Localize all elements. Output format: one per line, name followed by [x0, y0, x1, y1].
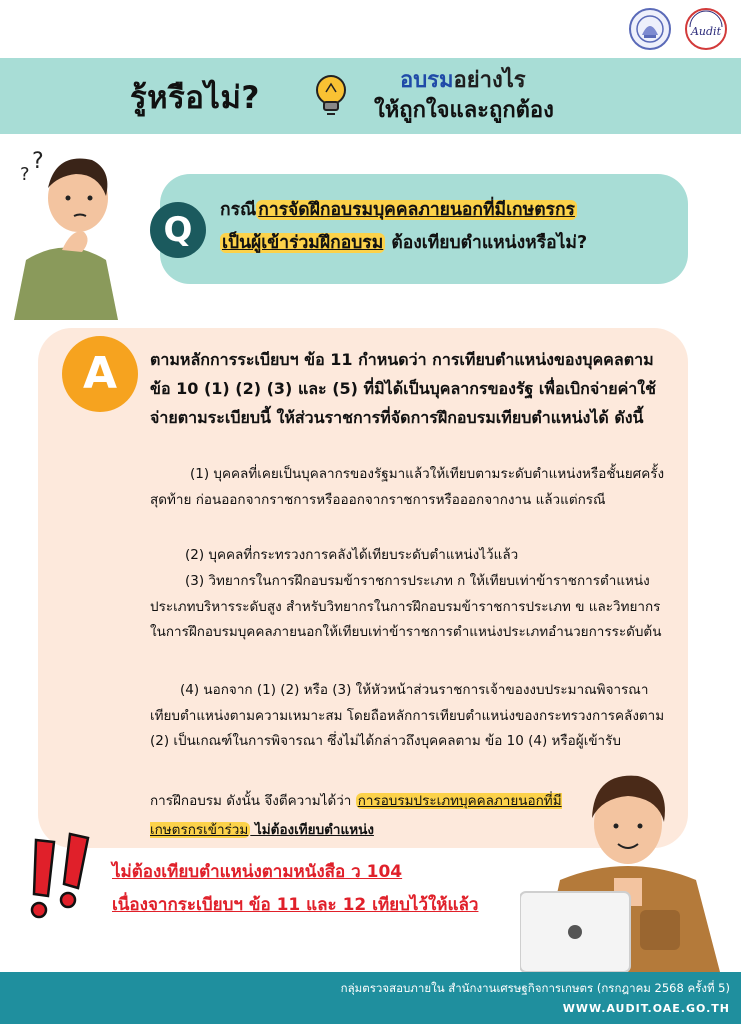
question-text — [220, 194, 675, 260]
question-suffix: ต้องเทียบตำแหน่งหรือไม่? — [385, 233, 588, 253]
audit-logo-text: Audit — [690, 25, 722, 38]
answer-item-4: (4) นอกจาก (1) (2) หรือ (3) ให้หัวหน้าส่วนราชการเจ้าของงบประมาณพิจารณาเทียบตำแหน่งตามความเหมาะสม โดยถือหลักการเทียบตำแหน่งของกระทรวงการคลังตาม (2) เป็นเกณฑ์ในการพิจารณา ซึ่งไม่ได้กล่าวถึงบุคคลตาม ข้อ 10 (4) หรือผู้เข้ารับ — [150, 682, 665, 749]
thinking-person-illustration — [6, 140, 136, 320]
note-line-2: เนื่องจากระเบียบฯ ข้อ 11 และ 12 เทียบไว้ให้แล้ว — [112, 895, 479, 915]
conclusion-prefix: การฝึกอบรม ดังนั้น จึงตีความได้ว่า — [150, 793, 356, 809]
conclusion-bold: ไม่ต้องเทียบตำแหน่ง — [250, 822, 374, 838]
question-badge-icon: Q — [150, 202, 206, 258]
answer-item-1: (1) บุคคลที่เคยเป็นบุคลากรของรัฐมาแล้วให้เทียบตามระดับตำแหน่งหรือชั้นยศครั้งสุดท้าย ก่อนออกจากราชการหรือออกจากราชการหรือออกจากงาน แล้วแต่กรณี — [150, 466, 665, 508]
note-line-1: ไม่ต้องเทียบตำแหน่งตามหนังสือ ว 104 — [112, 862, 403, 882]
svg-text:?: ? — [32, 149, 44, 174]
page-title: รู้หรือไม่? — [130, 80, 260, 116]
svg-text:?: ? — [20, 164, 30, 185]
seal-logo — [628, 5, 672, 53]
conclusion-highlight: การอบรมประเภทบุคคลภายนอกที่มีเกษตรกรเข้าร่วม — [150, 793, 562, 838]
lightbulb-icon — [312, 72, 350, 118]
answer-item-2: (2) บุคคลที่กระทรวงการคลังได้เทียบระดับตำแหน่งไว้แล้ว — [185, 547, 519, 563]
question-highlight-1: การจัดฝึกอบรมบุคคลภายนอกที่มีเกษตรกร — [258, 200, 575, 220]
answer-badge-icon: A — [62, 336, 138, 412]
footer-organization: กลุ่มตรวจสอบภายใน สำนักงานเศรษฐกิจการเกษตร (กรกฎาคม 2568 ครั้งที่ 5) — [340, 981, 730, 995]
alert-exclamation-icon — [14, 830, 104, 926]
answer-item-3: (3) วิทยากรในการฝึกอบรมข้าราชการประเภท ก ให้เทียบเท่าข้าราชการตำแหน่งประเภทบริหารระดับสูง สำหรับวิทยากรในการฝึกอบรมข้าราชการประเภท ข และวิทยากรในการฝึกอบรมบุคคลภายนอกให้เทียบเท่าข้าราชการตำแหน่งประเภทอำนวยการระดับต้น — [150, 573, 662, 640]
question-highlight-2: เป็นผู้เข้าร่วมฝึกอบรม — [222, 233, 384, 253]
red-note — [112, 856, 532, 922]
subtitle-highlight: อบรม — [400, 68, 454, 93]
answer-conclusion — [150, 787, 580, 845]
audit-logo — [684, 5, 728, 53]
officer-laptop-illustration — [520, 760, 735, 972]
question-prefix: กรณี — [220, 200, 257, 220]
header-banner — [0, 58, 741, 134]
subtitle-line-2: ให้ถูกใจและถูกต้อง — [374, 98, 554, 123]
footer-url: WWW.AUDIT.OAE.GO.TH — [562, 1002, 730, 1015]
subtitle-rest: อย่างไร — [453, 68, 526, 93]
answer-lead: ตามหลักการระเบียบฯ ข้อ 11 กำหนดว่า การเทียบตำแหน่งของบุคคลตามข้อ 10 (1) (2) (3) และ (5) ที่มิได้เป็นบุคลากรของรัฐ เพื่อเบิกจ่ายค่าใช้จ่ายตามระเบียบนี้ ให้ส่วนราชการที่จัดการฝึกอบรมเทียบตำแหน่งได้ ดังนี้ — [150, 350, 656, 427]
